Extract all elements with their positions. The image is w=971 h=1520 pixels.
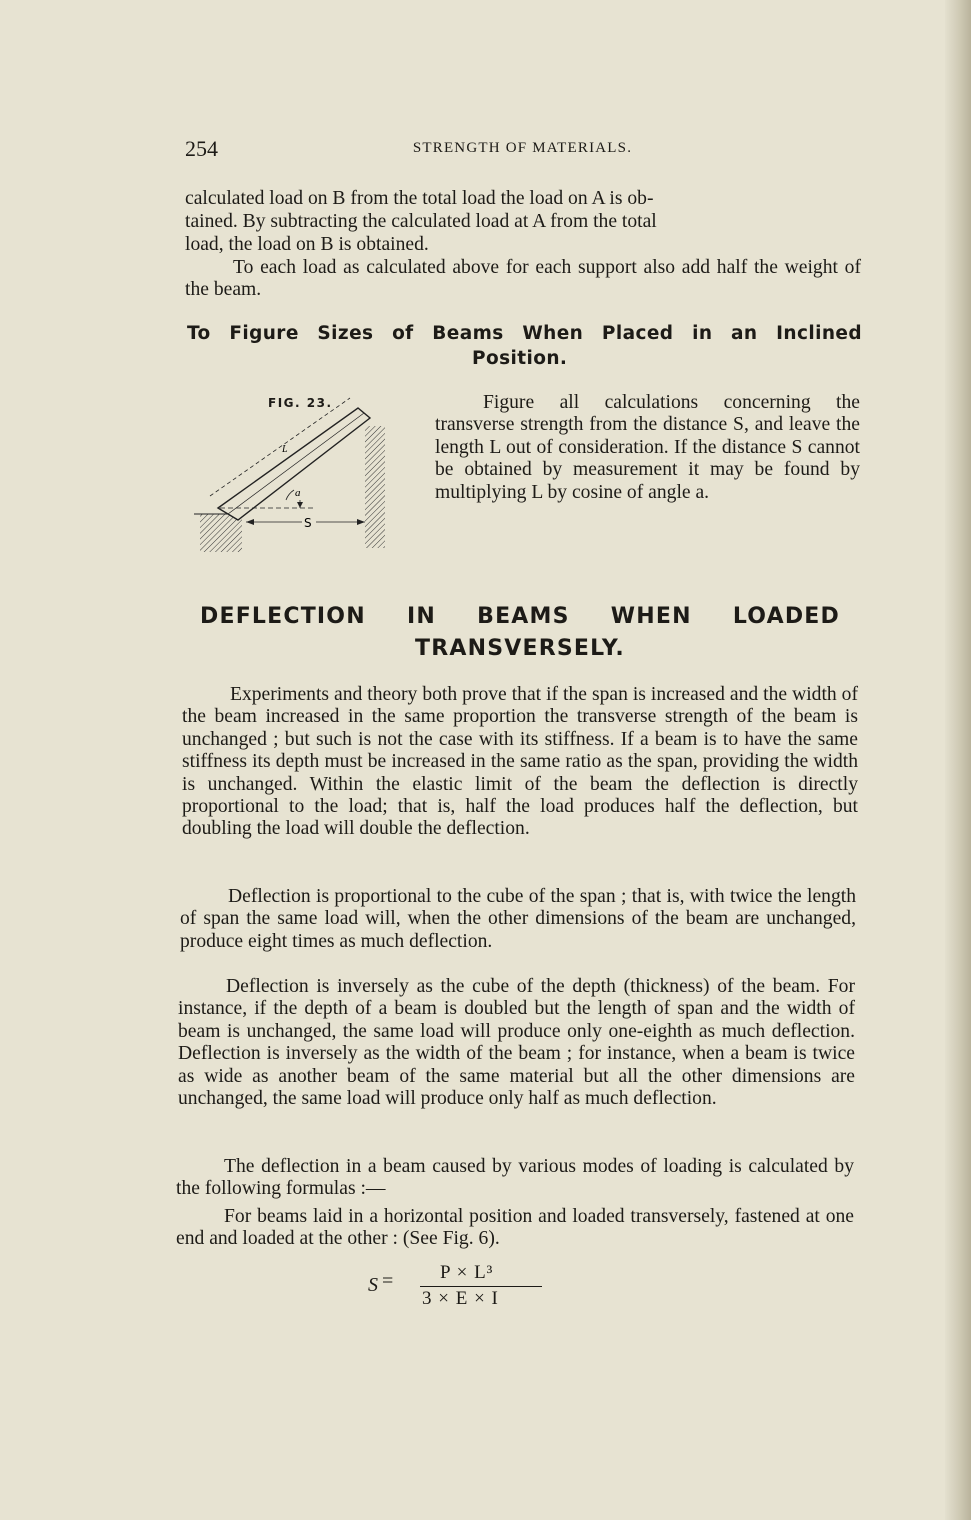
left-support xyxy=(200,514,242,552)
intro-line-2: tained. By subtracting the calculated load at A from the total xyxy=(185,211,657,232)
intro-paragraph-2: To each load as calculated above for each support also add half the weight of the beam. xyxy=(185,257,861,301)
figure-a-label: a xyxy=(295,487,301,499)
section-body: Figure all calculations concerning the transverse strength from the distance S, and leave the length L out of consideration. If the distance S cannot be obtained by measurement it may be found by multiplying L by cosine of angle a. xyxy=(435,392,860,503)
inclined-beam xyxy=(218,408,370,520)
formula-lhs: S xyxy=(368,1274,378,1296)
figure-s-label: S xyxy=(304,516,312,530)
intro-line-1: calculated load on B from the total load the load on A is ob- xyxy=(185,188,654,209)
formula-numerator: P × L³ xyxy=(440,1262,494,1283)
figure-label: FIG. 23. xyxy=(268,396,333,410)
formula-equals: = xyxy=(382,1270,394,1292)
running-title: STRENGTH OF MATERIALS. xyxy=(412,140,633,156)
deflection-heading-line-2: TRANSVERSELY. xyxy=(415,636,625,661)
formula-fraction-bar xyxy=(420,1286,542,1287)
running-head xyxy=(185,136,860,164)
deflection-paragraph-5: For beams laid in a horizontal position and loaded transversely, fastened at one end and loaded at the other : (See Fig. 6). xyxy=(176,1206,854,1250)
deflection-formula xyxy=(368,1262,558,1322)
deflection-paragraph-3: Deflection is inversely as the cube of the depth (thickness) of the beam. For instance, if the depth of a beam is doubled but the length of span and the width of beam is unchanged, the same load will produce only one-eighth as much deflection. Deflection is inversely as the width of the beam ; for instance, when a beam is twice as wide as another beam of the same material but all the other dimensions are unchanged, the same load will produce only half as much deflection. xyxy=(178,976,855,1110)
formula-denominator: 3 × E × I xyxy=(422,1288,499,1309)
deflection-paragraph-4: The deflection in a beam caused by various modes of loading is calculated by the following formulas :— xyxy=(176,1156,854,1200)
page-number: 254 xyxy=(185,136,218,161)
section-heading-line-2: Position. xyxy=(472,348,568,369)
section-heading-line-1: To Figure Sizes of Beams When Placed in an Inclined xyxy=(187,323,862,344)
intro-line-3: load, the load on B is obtained. xyxy=(185,234,429,255)
deflection-paragraph-2: Deflection is proportional to the cube of the span ; that is, with twice the length of span the same load will, when the other dimensions of the beam are unchanged, produce eight times as much deflection. xyxy=(180,886,856,952)
right-wall xyxy=(365,426,385,548)
figure-23-inclined-beam xyxy=(190,396,420,556)
deflection-heading-line-1: DEFLECTION IN BEAMS WHEN LOADED xyxy=(200,604,840,629)
deflection-paragraph-1: Experiments and theory both prove that if the span is increased and the width of the beam increased in the same proportion the transverse strength of the beam is unchanged ; but such is not the case with its stiffness. If a beam is to have the same stiffness its depth must be increased in the same ratio as the span, providing the width is unchanged. Within the elastic limit of the beam the deflection is directly proportional to the load; that is, half the load produces half the deflection, but doubling the load will double the deflection. xyxy=(182,684,858,840)
svg-text:L: L xyxy=(282,444,288,455)
